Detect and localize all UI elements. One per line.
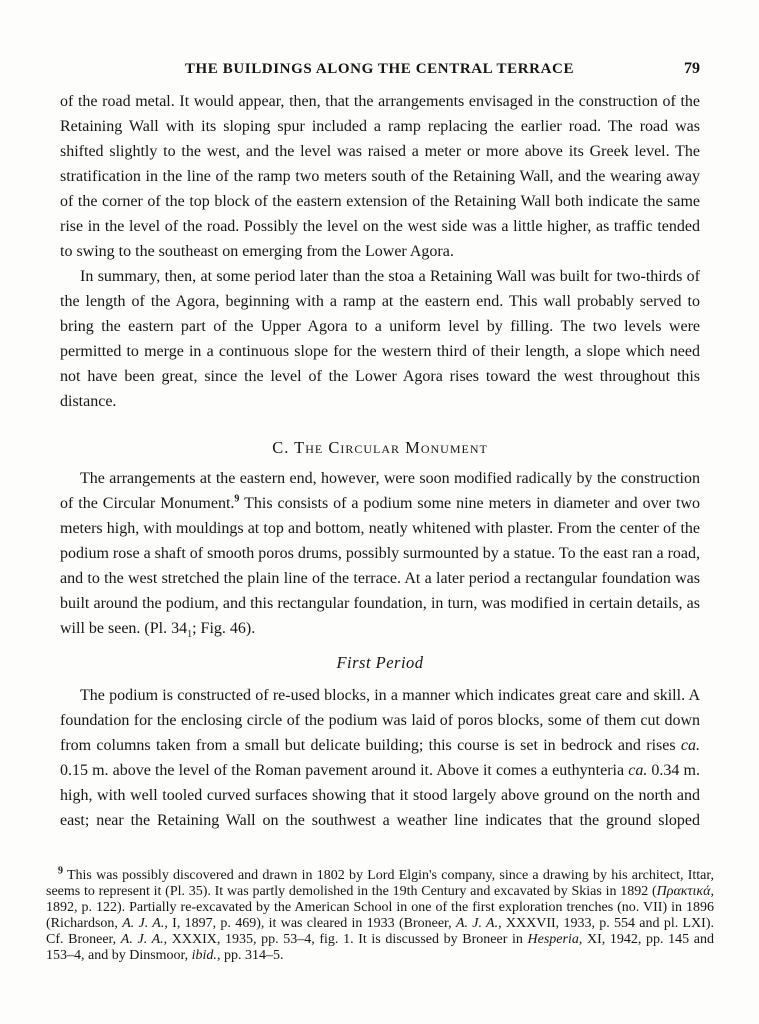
text-segment: Πρακτικά xyxy=(656,884,711,899)
paragraph-summary xyxy=(60,264,700,414)
subsection-heading-first-period xyxy=(60,650,700,675)
text-segment: of the road metal. It would appear, then, that the arrangements envisaged in the construction of the Retaining Wall with its sloping spur included a ramp replacing the earlier road. The road was shifted slightly to the west, and the level was raised a meter or more above its Greek level. The stratification in the line of the ramp two meters south of the Retaining Wall, and the wearing away of the corner of the top block of the eastern extension of the Retaining Wall both indicate the same rise in the level of the road. Possibly the level on the west side was a little higher, as traffic tended to swing to the southeast on emerging from the Lower Agora. xyxy=(60,93,700,260)
text-segment: The podium is constructed of re-used blocks, in a manner which indicates great care and skill. A foundation for the enclosing circle of the podium was laid of poros blocks, some of them cut down from columns taken from a small but delicate building; this course is set in bedrock and rises xyxy=(60,687,700,754)
text-segment: 9 xyxy=(234,493,240,505)
text-segment: , XXXVII, 1933, p. 554 and pl. LXI). Cf. Broneer, xyxy=(46,916,714,947)
text-segment: In summary, then, at some period later than the stoa a Retaining Wall was built for two-thirds of the length of the Agora, beginning with a ramp at the eastern end. This wall probably served to bring the eastern part of the Upper Agora to a uniform level by filling. The two levels were permitted to merge in a continuous slope for the western third of their length, a slope which need not have been great, since the level of the Lower Agora rises toward the west throughout this distance. xyxy=(60,268,700,410)
text-segment: , XXXIX, 1935, pp. 53–4, fig. 1. It is discussed by Broneer in xyxy=(163,932,528,947)
text-segment: 0.15 m. above the level of the Roman pavement around it. Above it comes a euthynteria xyxy=(60,762,629,779)
text-segment: First Period xyxy=(336,653,424,672)
text-segment: Hesperia xyxy=(527,932,579,947)
text-segment: A. J. A. xyxy=(122,916,165,931)
paragraph-road-metal xyxy=(60,89,700,264)
page-number: 79 xyxy=(684,60,700,77)
text-segment: This consists of a podium some nine meters in diameter and over two meters high, with mouldings at top and bottom, neatly whitened with plaster. From the center of the podium rose a shaft of smooth poros drums, possibly surmounted by a statue. To the east ran a road, and to the west stretched the plain line of the terrace. At a later period a rectangular foundation was built around the podium, and this rectangular foundation, in turn, was modified in certain details, as will be seen. (Pl. 34 xyxy=(60,495,701,637)
text-segment: The arrangements at the eastern end, however, were soon modified radically by the construction of the Circular Monument. xyxy=(60,470,700,512)
text-segment: A. J. A. xyxy=(455,916,499,931)
text-segment: ; Fig. 46). xyxy=(192,620,256,637)
text-segment: ca. xyxy=(628,762,648,779)
footnote-9 xyxy=(46,865,714,964)
text-segment: ibid. xyxy=(191,948,217,963)
body-text xyxy=(60,89,700,833)
text-segment: 0.34 m. high, with well tooled curved surfaces showing that it stood largely above ground on the north and east; near the Retaining Wall on the southwest a weather line indicates that the ground sloped xyxy=(60,762,700,829)
text-segment: , XI, 1942, pp. 145 and 153–4, and by Dinsmoor, xyxy=(46,932,714,963)
text-segment: , I, 1897, p. 469), it was cleared in 1933 (Broneer, xyxy=(164,916,456,931)
paragraph-arrangements xyxy=(60,466,700,641)
text-segment: 1 xyxy=(187,629,193,641)
text-segment: This was possibly discovered and drawn in 1802 by Lord Elgin's company, since a drawing by his architect, Ittar, seems to represent it (Pl. 35). It was partly demolished in the 19th Century and excavated by Skias in 1892 ( xyxy=(46,868,714,899)
text-segment: 9 xyxy=(58,865,63,877)
text-segment: , 1892, p. 122). Partially re-excavated by the American School in one of the first exploration trenches (no. VII) in 1896 (Richardson, xyxy=(46,884,714,931)
paragraph-podium xyxy=(60,683,700,833)
text-segment: C. The Circular Monument xyxy=(272,438,488,457)
text-segment: , pp. 314–5. xyxy=(216,948,284,963)
text-segment: ca. xyxy=(680,737,700,754)
running-head-title: THE BUILDINGS ALONG THE CENTRAL TERRACE xyxy=(184,61,575,77)
running-head xyxy=(59,60,700,80)
text-segment: A. J. A. xyxy=(120,932,164,947)
section-heading-circular-monument xyxy=(60,435,700,460)
